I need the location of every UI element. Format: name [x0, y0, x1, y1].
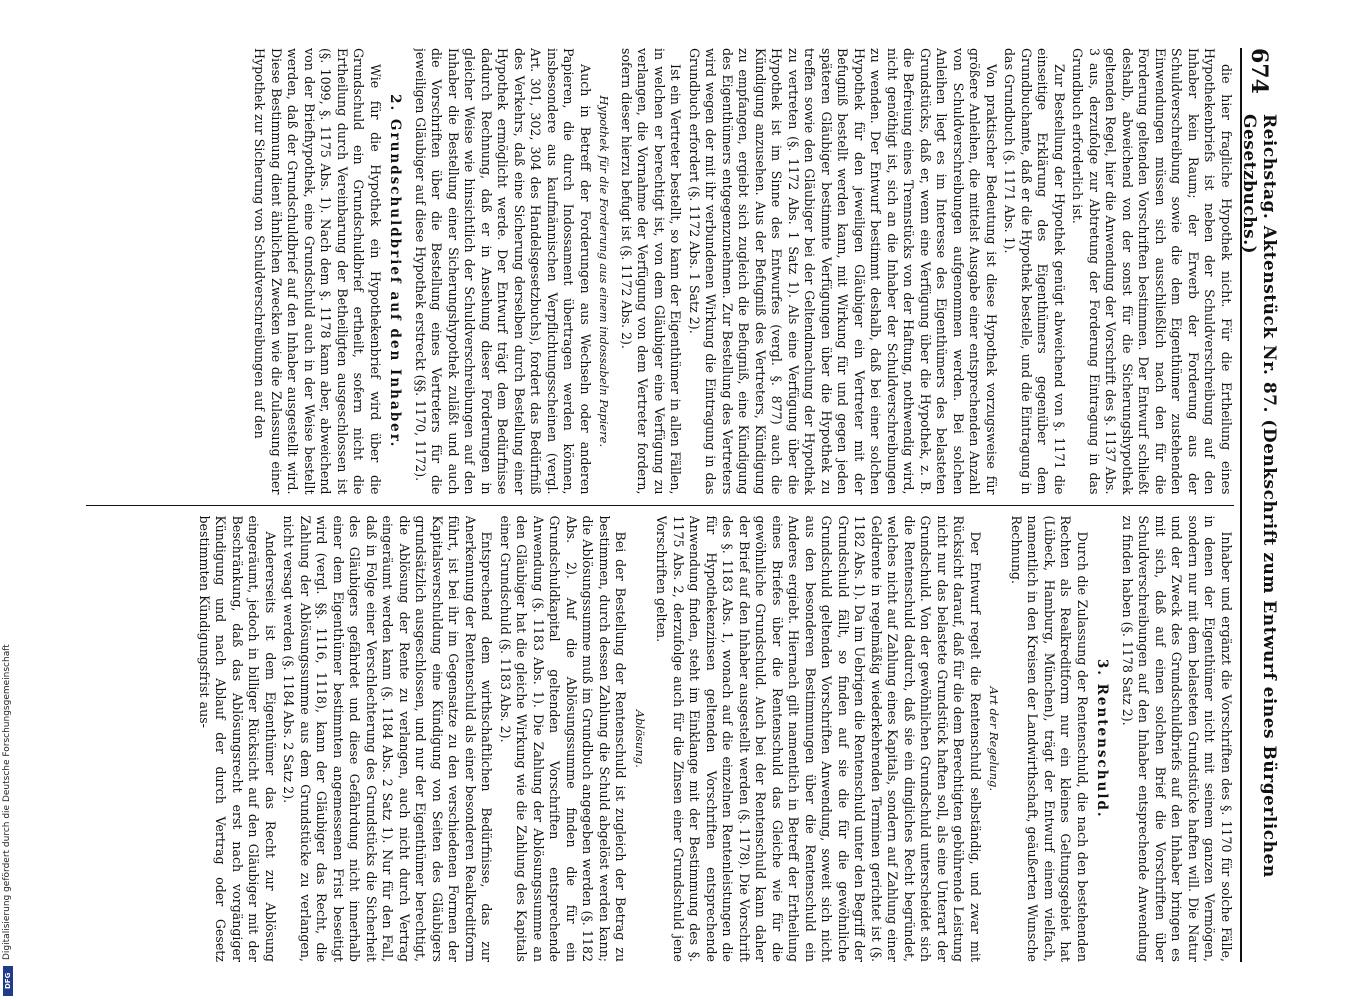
- section-heading: 2. Grundschuldbrief auf den Inhaber.: [387, 94, 404, 449]
- page-header: [1239, 48, 1279, 962]
- paragraph: die hier fragliche Hypothek nicht. Für die Ertheilung eines Hypothekenbriefs ist neben der Schuldverschreibung auf den Inhaber kein Raum; der Erwerb der Forderung aus der Schuldverschreibung sowie die dem Eigenthümer zustehenden Einwendungen müssen sich ausschließlich nach den für die Forderung geltenden Vorschriften bestimmen. Der Entwurf schließt deshalb, abweichend von der sonst für die Sicherungshypothek geltenden Regel, hier die Anwendung der Vorschrift des §. 1137 Abs. 3 aus, derzufolge zur Abtretung der Forderung Eintragung in das Grundbuch erforderlich ist.: [1070, 48, 1234, 495]
- paragraph: Wie für die Hypothek ein Hypothekenbrief wird über die Grundschuld ein Grundschuldbrief ertheilt, sofern nicht die Ertheilung durch Vereinbarung der Betheiligten ausgeschlossen ist (§. 1099, §. 1175 Abs. 1). Nach dem §. 1178 kann aber, abweichend von der Briefhypothek, eine Grundschuld auch in der Weise bestellt werden, daß der Grundschuldbrief auf den Inhaber ausgestellt wird. Diese Bestimmung dient ähnlichen Zwecken wie die Zulassung einer Hypothek zur Sicherung von Schuldverschreibungen auf den: [252, 48, 383, 495]
- section-heading: 3. Rentenschuld.: [1094, 658, 1111, 819]
- section-subheading: Art der Regelung.: [987, 686, 1002, 792]
- dfg-logo-icon: DFG: [3, 966, 13, 996]
- right-column: [86, 516, 1234, 963]
- section-subheading: Ablösung.: [633, 709, 647, 768]
- paragraph: Bei der Bestellung der Rentenschuld ist zugleich der Betrag zu bestimmen, durch dessen Zahlung die Schuld abgelöst werden kann; die Ablösungssumme muß im Grundbuch angegeben werden (§. 1182 Abs. 2). Auf die Ablösungssumme finden die für ein Grundschuldkapital geltenden Vorschriften entsprechende Anwendung (§. 1183 Abs. 1). Die Zahlung der Ablösungssumme an den Gläubiger hat die gleiche Wirkung wie die Zahlung des Kapitals einer Grundschuld (§. 1183 Abs. 2).: [498, 515, 629, 962]
- page-number: 674: [1246, 48, 1272, 94]
- paragraph: Durch die Zulassung der Rentenschuld, die nach den bestehenden Rechten als Realkreditform nur ein kleines Geltungsgebiet hat (Lübeck, Hamburg, München), trägt der Entwurf einem vielfach, namentlich in den Kreisen der Landwirthschaft, geäußerten Wunsche Rechnung.: [1009, 515, 1090, 962]
- paragraph: Ist ein Vertreter bestellt, so kann der Eigenthümer in allen Fällen, in welchen er berechtigt ist, von dem Gläubiger eine Verfügung zu verlangen, die Vornahme der Verfügung von dem Vertreter fordern, sofern dieser hierzu befugt ist (§. 1172 Abs. 2).: [619, 48, 684, 495]
- section-subheading: Hypothek für die Forderung aus einem indossabeln Papiere.: [597, 95, 612, 448]
- left-column: [86, 48, 1234, 495]
- page-content: [80, 40, 1280, 970]
- column-divider: [86, 505, 1234, 506]
- paragraph: Von praktischer Bedeutung ist diese Hypothek vorzugsweise für größere Anleihen, die mittelst Ausgabe einer entsprechenden Anzahl von Schuldverschreibungen aufgenommen werden. Bei solchen Anleihen liegt es im Interesse des Eigenthümers des belasteten Grundstücks, daß er, wenn eine Verfügung über die Hypothek, z. B. die Befreiung eines Trennstücks von der Haftung, nothwendig wird, nicht genöthigt ist, sich an die Inhaber der Schuldverschreibungen zu wenden. Der Entwurf bestimmt deshalb, daß bei einer solchen Hypothek für den jeweiligen Gläubiger ein Vertreter mit der Befugniß bestellt werden kann, mit Wirkung für und gegen jeden späteren Gläubiger bestimmte Verfügungen über die Hypothek zu treffen sowie den Gläubiger bei der Geltendmachung der Hypothek zu vertreten (§. 1172 Abs. 1 Satz 1). Als eine Verfügung über die Hypothek ist im Sinne des Entwurfes (vergl. §. 877) auch die Kündigung anzusehen. Aus der Befugniß des Vertreters, Kündigung zu empfangen, ergiebt sich zugleich die Befugniß, eine Kündigung des Eigenthümers entgegenzunehmen. Zur Bestellung des Vertreters wird wegen der mit ihr verbundenen Wirkung die Eintragung in das Grundbuch erfordert (§. 1172 Abs. 1 Satz 2).: [687, 48, 999, 495]
- paragraph: Andererseits ist dem Eigenthümer das Recht zur Ablösung eingeräumt, jedoch in billiger Rücksicht auf den Gläubiger mit der Beschränkung, daß das Ablösungsrecht erst nach vorgängiger Kündigung und nach Ablauf der durch Vertrag oder Gesetz bestimmten Kündigungsfrist aus-: [197, 515, 278, 962]
- digitization-credit: [2, 596, 14, 996]
- running-title: Reichstag. Aktenstück Nr. 87. (Denkschrift zum Entwurf eines Bürgerlichen Gesetzbuchs.): [1239, 113, 1279, 878]
- credit-text: Digitalisierung gefördert durch die Deutsche Forschungsgemeinschaft: [2, 644, 12, 960]
- paragraph: Auch in Betreff der Forderungen aus Wechseln oder anderen Papieren, die durch Indossament übertragen werden können, insbesondere aus kaufmännischen Verpflichtungsscheinen (vergl. Art. 301, 302, 304 des Handelsgesetzbuchs), fordert das Bedürfniß des Verkehrs, daß eine Sicherung derselben durch Bestellung einer Hypothek ermöglicht werde. Der Entwurf trägt dem Bedürfnisse dadurch Rechnung, daß er in Ansehung dieser Forderungen in gleicher Weise wie hinsichtlich der Schuldverschreibungen auf den Inhaber die Bestellung einer Sicherungshypothek zuläßt und auch die Vorschriften über die Bestellung eines Vertreters für die jeweiligen Gläubiger auf diese Hypothek erstreckt (§§. 1170, 1172).: [413, 48, 593, 495]
- paragraph: Inhaber und ergänzt die Vorschriften des §. 1170 für solche Fälle, in denen der Eigenthümer nicht mit seinem ganzen Vermögen, sondern nur mit dem belasteten Grundstücke haften will. Die Natur und der Zweck des Grundschuldbriefs auf den Inhaber bringen es mit sich, daß auf einen solchen Brief die Vorschriften über Schuldverschreibungen auf den Inhaber entsprechende Anwendung zu finden haben (§. 1178 Satz 2).: [1120, 515, 1234, 962]
- text-columns: [86, 48, 1234, 962]
- paragraph: Entsprechend dem wirthschaftlichen Bedürfnisse, das zur Anerkennung der Rentenschuld als einer besonderen Realkreditform führt, ist bei ihr im Gegensatze zu den verschiedenen Formen der Kapitalsverschuldung eine Kündigung von Seiten des Gläubigers grundsätzlich ausgeschlossen, und nur der Eigenthümer berechtigt, die Ablösung der Rente zu verlangen, auch nicht durch Vertrag eingeräumt werden kann (§. 1184 Abs. 2 Satz 1). Nur für den Fall, daß in Folge einer Verschlechterung des Grundstücks die Sicherheit des Gläubigers gefährdet und diese Gefährdung nicht innerhalb einer dem Eigenthümer bestimmten angemessenen Frist beseitigt wird (vergl. §§. 1116, 1118), kann der Gläubiger das Recht, die Zahlung der Ablösungssumme aus dem Grundstücke zu verlangen, nicht versagt werden (§. 1184 Abs. 2 Satz 2).: [281, 515, 495, 962]
- paragraph: Der Entwurf regelt die Rentenschuld selbständig, und zwar mit Rücksicht darauf, daß für die dem Berechtigten gebührende Leistung nicht nur das belastete Grundstück haften soll, als eine Unterart der Grundschuld. Von der gewöhnlichen Grundschuld unterscheidet sich die Rentenschuld dadurch, daß sie ein dingliches Recht begründet, welches nicht auf Zahlung eines Kapitals, sondern auf Zahlung einer Geldrente in regelmäßig wiederkehrenden Terminen gerichtet ist (§. 1182 Abs. 1). Da im Uebrigen die Rentenschuld unter den Begriff der Grundschuld fällt, so finden auf sie die für die gewöhnliche Grundschuld geltenden Vorschriften Anwendung, soweit sich nicht aus den besonderen Bestimmungen über die Rentenschuld ein Anderes ergiebt. Hiernach gilt namentlich in Betreff der Ertheilung eines Briefes über die Rentenschuld das Gleiche wie für die gewöhnliche Grundschuld. Auch bei der Rentenschuld kann daher der Brief auf den Inhaber ausgestellt werden (§. 1178). Die Vorschrift des §. 1183 Abs. 1, wonach auf die einzelnen Rentenleistungen die für Hypothekenzinsen geltenden Vorschriften entsprechende Anwendung finden, steht im Einklange mit der Bestimmung des §. 1175 Abs. 2, derzufolge auch für die Zinsen einer Grundschuld jene Vorschriften gelten.: [654, 515, 983, 962]
- scanned-page: [80, 40, 1280, 970]
- paragraph: Zur Bestellung der Hypothek genügt abweichend von §. 1171 die einseitige Erklärung des Eigenthümers gegenüber dem Grundbuchamte, daß er die Hypothek bestelle, und die Eintragung in das Grundbuch (§. 1171 Abs. 1).: [1002, 48, 1067, 495]
